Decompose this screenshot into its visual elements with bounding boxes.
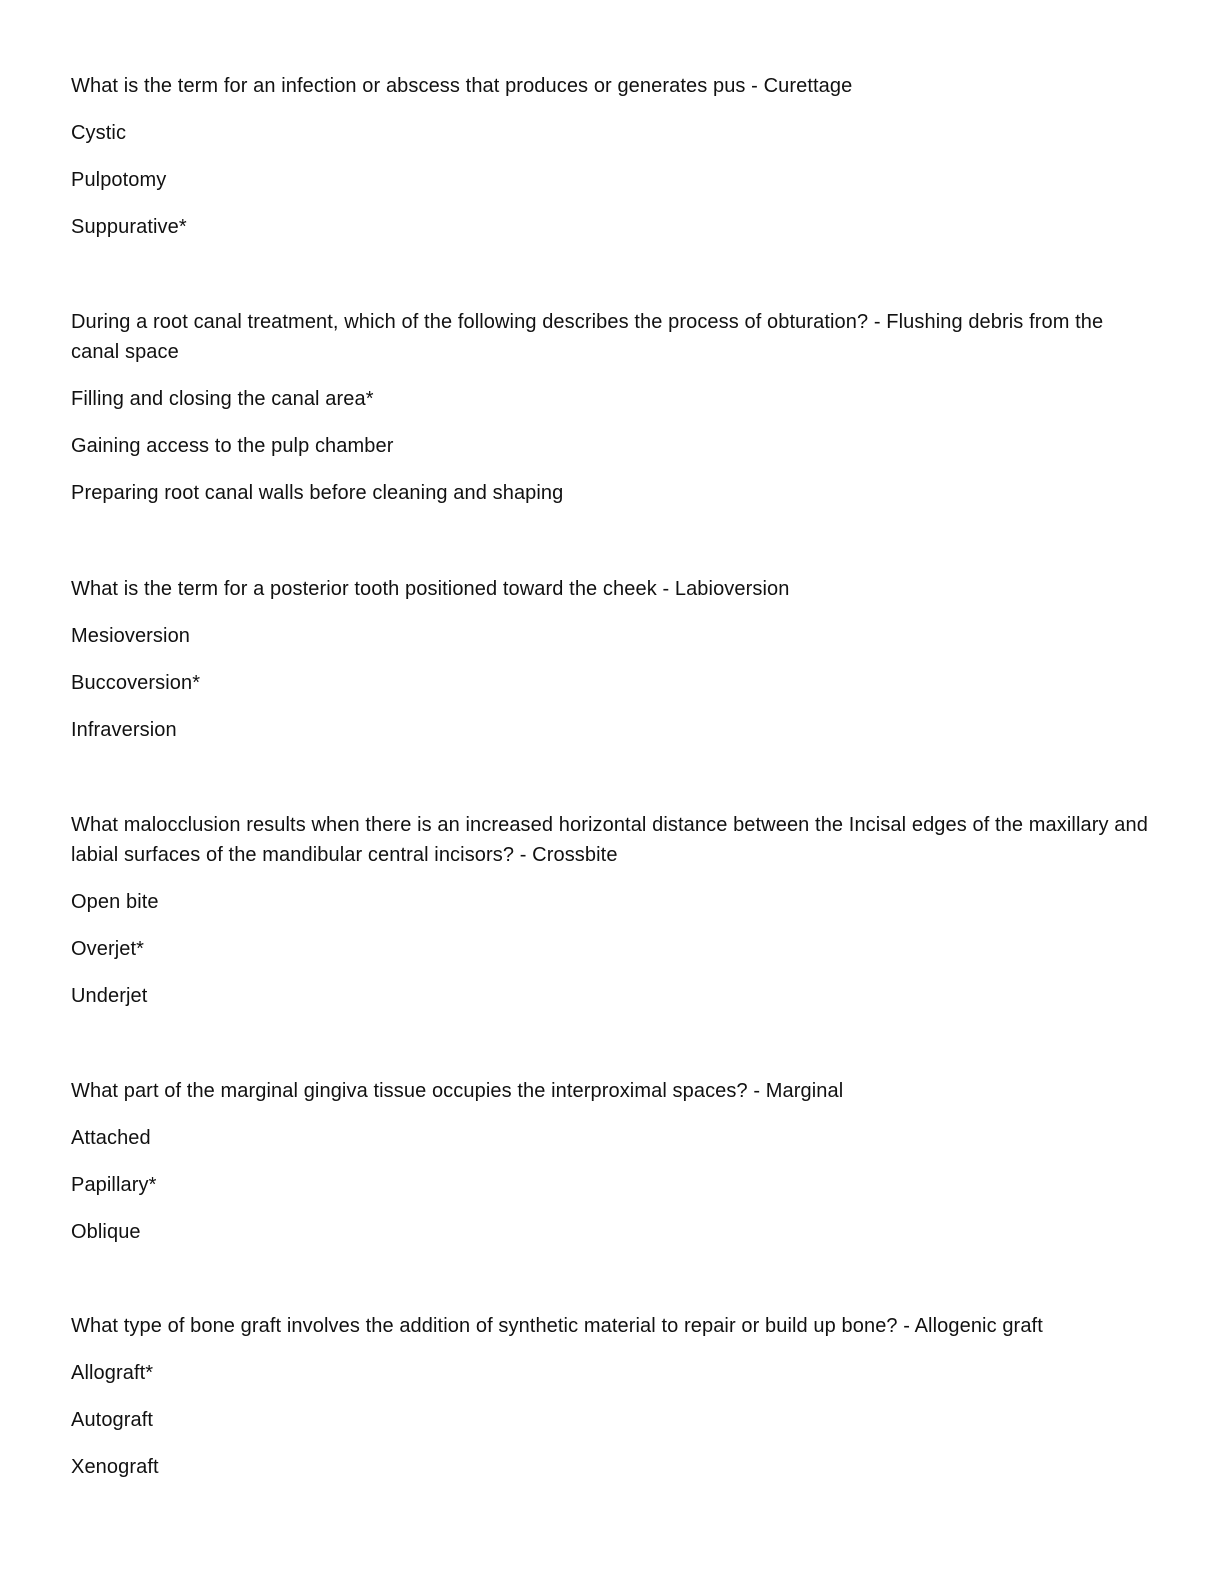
question-text: What type of bone graft involves the addition of synthetic material to repair or build up bone? - Allogenic graft — [71, 1315, 1043, 1337]
answer-option-correct: Filling and closing the canal area* — [71, 388, 374, 410]
question-block — [71, 810, 1151, 1011]
question-text: What part of the marginal gingiva tissue occupies the interproximal spaces? - Marginal — [71, 1080, 844, 1102]
answer-option: Xenograft — [71, 1456, 159, 1478]
answer-option: Autograft — [71, 1409, 154, 1431]
answer-option: Mesioversion — [71, 625, 191, 647]
answer-option: Preparing root canal walls before cleaning and shaping — [71, 482, 564, 504]
answer-option: Underjet — [71, 985, 148, 1007]
question-text: What is the term for a posterior tooth positioned toward the cheek - Labioversion — [71, 578, 790, 600]
answer-option: Oblique — [71, 1221, 141, 1243]
question-block — [71, 574, 1151, 745]
answer-option: Attached — [71, 1127, 151, 1149]
answer-option: Infraversion — [71, 719, 177, 741]
answer-option-correct: Overjet* — [71, 938, 145, 960]
answer-option: Gaining access to the pulp chamber — [71, 435, 394, 457]
answer-option-correct: Papillary* — [71, 1174, 157, 1196]
answer-option-correct: Suppurative* — [71, 216, 187, 238]
answer-option: Open bite — [71, 891, 159, 913]
question-text: During a root canal treatment, which of the following describes the process of obturation? - Flushing debris from the canal space — [71, 311, 1104, 363]
answer-option-correct: Buccoversion* — [71, 672, 201, 694]
answer-option: Pulpotomy — [71, 169, 167, 191]
question-text: What is the term for an infection or abscess that produces or generates pus - Curettage — [71, 75, 853, 97]
question-block — [71, 1076, 1151, 1247]
answer-option: Cystic — [71, 122, 127, 144]
question-block — [71, 1311, 1151, 1482]
question-text: What malocclusion results when there is an increased horizontal distance between the Incisal edges of the maxillary and labial surfaces of the mandibular central incisors? - Crossbite — [71, 814, 1148, 866]
question-block — [71, 307, 1151, 508]
answer-option-correct: Allograft* — [71, 1362, 154, 1384]
question-block — [71, 71, 1151, 242]
